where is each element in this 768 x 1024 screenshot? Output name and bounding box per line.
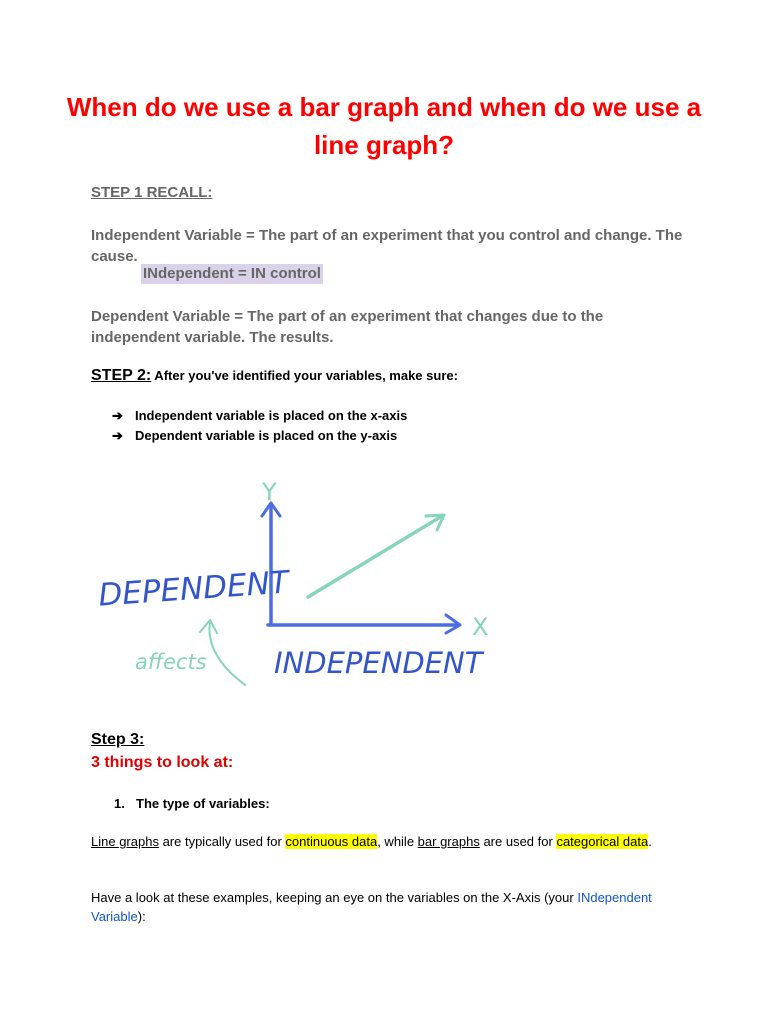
categorical-data-highlight: categorical data [556,834,649,849]
text-segment: are used for [479,834,557,849]
independent-variable-link[interactable]: INdependent Variable [91,890,652,924]
text-segment: , while [377,834,418,849]
text-segment: Have a look at these examples, keeping an eye on the variables on the X-Axis (your [91,890,578,905]
dependent-definition: Dependent Variable = The part of an experiment that changes due to the independent variable. The results. [91,308,604,346]
step2-text: After you've identified your variables, make sure: [151,368,458,383]
numbered-item [114,796,270,811]
step3-heading: Step 3: [91,731,145,748]
text-segment: . [648,834,652,849]
step2-line [91,367,458,385]
axis-bullet-list [112,406,407,446]
continuous-data-highlight: continuous data [285,834,378,849]
dependent-label: DEPENDENT [97,564,290,614]
step1-heading: STEP 1 RECALL: [91,184,213,201]
page-title: When do we use a bar graph and when do we use a line graph? [66,92,702,160]
trend-line [308,516,442,597]
y-axis-label: Y [262,478,277,506]
text-segment: are typically used for [158,834,286,849]
list-item [112,406,407,426]
graph-types-paragraph [91,832,691,851]
arrow-bullet-icon: ➔ [112,408,123,423]
bullet-text: Dependent variable is placed on the y-axis [135,428,398,443]
x-axis-label: X [472,613,489,641]
affects-arrow [209,622,245,685]
affects-label: affects [135,650,207,674]
text-segment: ): [137,909,146,924]
mnemonic-highlight: INdependent = IN control [143,265,321,282]
item-number: 1. [114,796,125,811]
list-item [112,426,407,446]
independent-definition: Independent Variable = The part of an experiment that you control and change. The cause. [91,227,683,265]
examples-paragraph [91,888,691,926]
bar-graphs-text: bar graphs [417,834,480,849]
arrow-bullet-icon: ➔ [112,428,123,443]
bullet-text: Independent variable is placed on the x-axis [135,408,408,423]
item-text: The type of variables: [136,796,270,811]
independent-label: INDEPENDENT [274,646,483,680]
variables-diagram [90,470,510,695]
step3-subheading: 3 things to look at: [91,754,234,771]
step2-label: STEP 2: [91,367,152,384]
line-graphs-text: Line graphs [91,834,159,849]
